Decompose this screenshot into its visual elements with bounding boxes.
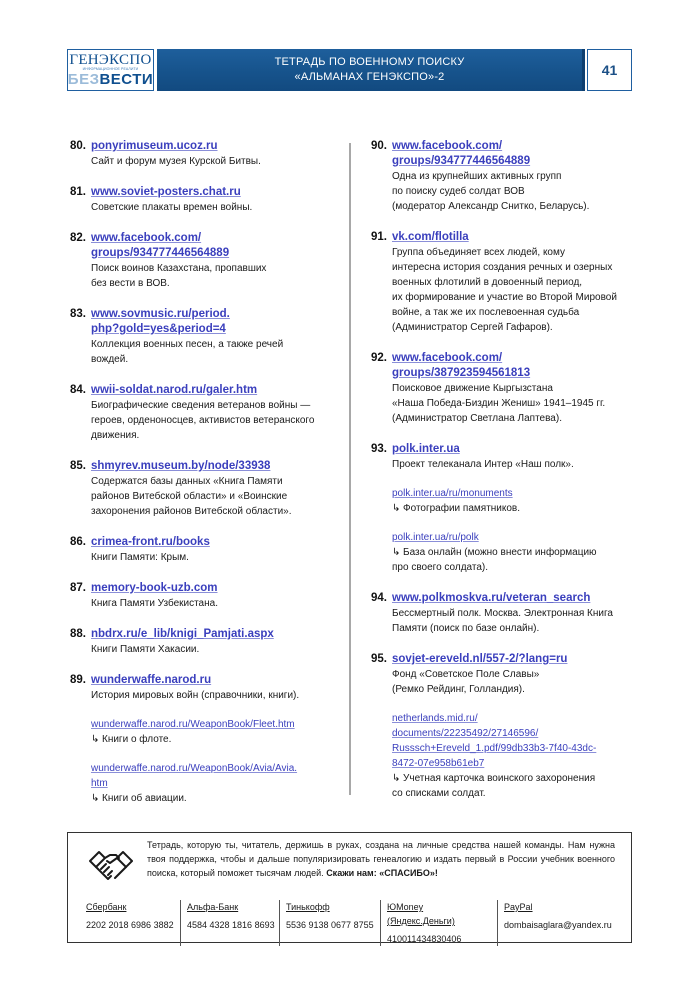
resource-entry bbox=[371, 591, 646, 636]
sub-resource-description bbox=[91, 732, 340, 747]
resource-link[interactable]: groups/387923594561813 bbox=[392, 367, 531, 379]
sub-resource-link[interactable]: htm bbox=[91, 778, 108, 789]
bank-number: 2202 2018 6986 3882 bbox=[86, 920, 174, 930]
sub-description-text: со списками солдат. bbox=[392, 788, 486, 799]
header-banner bbox=[157, 49, 582, 91]
resource-entry bbox=[70, 535, 340, 565]
resource-link[interactable]: ponyrimuseum.ucoz.ru bbox=[91, 140, 218, 152]
resource-description: войне, а так же их послевоенная судьба bbox=[392, 307, 580, 318]
entry-number: 91. bbox=[371, 231, 387, 243]
bank-number: 410011434830406 bbox=[387, 934, 462, 944]
resource-entry bbox=[70, 231, 340, 291]
resource-link[interactable]: polk.inter.ua bbox=[392, 443, 460, 455]
support-footer bbox=[67, 832, 632, 943]
logo-subtitle: ИНФОРМАЦИОННОЕ РЕАЛИТИ bbox=[82, 67, 139, 71]
entry-body bbox=[392, 591, 646, 636]
resource-link[interactable]: wunderwaffe.narod.ru bbox=[91, 674, 212, 686]
resource-description: по поиску судеб солдат ВОВ bbox=[392, 186, 525, 197]
resource-description: движения. bbox=[91, 430, 140, 441]
resource-entry bbox=[371, 351, 646, 426]
resource-link[interactable]: shmyrev.museum.by/node/33938 bbox=[91, 460, 271, 472]
entry-number: 84. bbox=[70, 384, 86, 396]
entry-number: 81. bbox=[70, 186, 86, 198]
resource-link[interactable]: www.sovmusic.ru/period. bbox=[91, 308, 230, 320]
resource-link[interactable]: www.facebook.com/ bbox=[392, 140, 503, 152]
bank-tinkoff bbox=[279, 900, 380, 946]
resource-entry bbox=[70, 139, 340, 169]
resource-description: героев, орденоносцев, активистов ветеранского bbox=[91, 415, 315, 426]
resource-link[interactable]: www.facebook.com/ bbox=[91, 232, 202, 244]
entry-body bbox=[91, 185, 340, 215]
resource-description: Поиск воинов Казахстана, пропавших bbox=[91, 263, 267, 274]
sub-resource-description bbox=[392, 786, 646, 801]
genexpo-logo bbox=[67, 49, 154, 91]
entry-number: 86. bbox=[70, 536, 86, 548]
entry-body bbox=[392, 230, 646, 335]
entry-number: 92. bbox=[371, 352, 387, 364]
entry-number: 94. bbox=[371, 592, 387, 604]
resource-entry bbox=[371, 652, 646, 801]
footer-appeal-text: Тетрадь, которую ты, читатель, держишь в руках, создана на личные средства нашей команды. Нам нужна твоя поддержка, чтобы и дальше популяризировать генеалогию и издать первый в России учебник военного поиска, который поможет тысячам людей. bbox=[147, 840, 615, 878]
resource-entry bbox=[70, 383, 340, 443]
resource-description: Бессмертный полк. Москва. Электронная Книга bbox=[392, 608, 613, 619]
resource-description: Одна из крупнейших активных групп bbox=[392, 171, 562, 182]
logo-title: ГЕНЭКСПО bbox=[69, 52, 152, 68]
sub-resource bbox=[392, 486, 646, 516]
resource-description: Памяти (поиск по базе онлайн). bbox=[392, 623, 540, 634]
sub-description-text: про своего солдата). bbox=[392, 562, 489, 573]
return-arrow-icon: ↳ bbox=[91, 793, 100, 804]
logo-bottom-faded: БЕЗ bbox=[67, 71, 100, 88]
column-divider bbox=[349, 143, 351, 795]
resource-description: История мировых войн (справочники, книги). bbox=[91, 690, 300, 701]
bank-name: ЮMoney (Яндекс.Деньги) bbox=[387, 902, 455, 926]
right-column bbox=[371, 139, 646, 817]
bank-number: 4584 4328 1816 8693 bbox=[187, 920, 275, 930]
bank-name: PayPal bbox=[504, 902, 533, 912]
sub-resource-link[interactable]: 8472-07e958b61eb7 bbox=[392, 758, 485, 769]
resource-entry bbox=[70, 673, 340, 806]
entry-body bbox=[91, 535, 340, 565]
entry-body bbox=[91, 231, 340, 291]
resource-link[interactable]: www.polkmoskva.ru/veteran_search bbox=[392, 592, 591, 604]
entry-number: 88. bbox=[70, 628, 86, 640]
resource-description: районов Витебской области» и «Воинские bbox=[91, 491, 288, 502]
bank-number: 5536 9138 0677 8755 bbox=[286, 920, 374, 930]
sub-resource-link[interactable]: netherlands.mid.ru/ bbox=[392, 713, 478, 724]
logo-bottom-bold: ВЕСТИ bbox=[99, 71, 154, 88]
bank-sberbank bbox=[86, 900, 180, 946]
entry-body bbox=[392, 351, 646, 426]
entry-body bbox=[392, 652, 646, 801]
return-arrow-icon: ↳ bbox=[91, 734, 100, 745]
entry-number: 85. bbox=[70, 460, 86, 472]
resource-description: их формирование и участие во Второй Мировой bbox=[392, 292, 617, 303]
resource-description: (Администратор Сергей Гафаров). bbox=[392, 322, 553, 333]
logo-bottom bbox=[68, 72, 153, 87]
sub-resource-description bbox=[392, 771, 646, 786]
entry-number: 87. bbox=[70, 582, 86, 594]
resource-description: Содержатся базы данных «Книга Памяти bbox=[91, 476, 283, 487]
resource-description: Книги Памяти Хакасии. bbox=[91, 644, 200, 655]
sub-resource bbox=[91, 761, 340, 806]
resource-entry bbox=[371, 139, 646, 214]
header-title-line1: ТЕТРАДЬ ПО ВОЕННОМУ ПОИСКУ bbox=[274, 56, 465, 68]
resource-description: Коллекция военных песен, а также речей bbox=[91, 339, 284, 350]
sub-description-text: Учетная карточка воинского захоронения bbox=[403, 773, 596, 784]
bank-yoomoney bbox=[380, 900, 497, 946]
resource-entry bbox=[70, 581, 340, 611]
resource-description: Биографические сведения ветеранов войны — bbox=[91, 400, 311, 411]
entry-number: 82. bbox=[70, 232, 86, 244]
entry-number: 80. bbox=[70, 140, 86, 152]
page-number: 41 bbox=[587, 49, 632, 91]
sub-description-text: База онлайн (можно внести информацию bbox=[403, 547, 597, 558]
bank-number: dombaisaglara@yandex.ru bbox=[504, 920, 612, 930]
sub-description-text: Книги о флоте. bbox=[102, 734, 172, 745]
resource-description: Фонд «Советское Поле Славы» bbox=[392, 669, 540, 680]
resource-link[interactable]: sovjet-ereveld.nl/557-2/?lang=ru bbox=[392, 653, 568, 665]
entry-number: 83. bbox=[70, 308, 86, 320]
entry-body bbox=[91, 581, 340, 611]
handshake-icon bbox=[88, 844, 134, 884]
sub-resource-link[interactable]: wunderwaffe.narod.ru/WeaponBook/Avia/Avia. bbox=[91, 763, 298, 774]
sub-resource-description bbox=[392, 545, 646, 560]
entry-body bbox=[392, 139, 646, 214]
entry-body bbox=[91, 307, 340, 367]
resource-description: без вести в ВОВ. bbox=[91, 278, 170, 289]
resource-description: Поисковое движение Кыргызстана bbox=[392, 383, 553, 394]
return-arrow-icon: ↳ bbox=[392, 503, 401, 514]
resource-description: (Ремко Рейдинг, Голландия). bbox=[392, 684, 525, 695]
bank-alfa bbox=[180, 900, 279, 946]
resource-link[interactable]: memory-book-uzb.com bbox=[91, 582, 218, 594]
left-column bbox=[70, 139, 340, 822]
sub-resource bbox=[91, 717, 340, 747]
resource-entry bbox=[70, 459, 340, 519]
resource-description: интересна история создания речных и озерных bbox=[392, 262, 613, 273]
resource-link[interactable]: www.facebook.com/ bbox=[392, 352, 503, 364]
bank-paypal bbox=[497, 900, 628, 946]
resource-link[interactable]: nbdrx.ru/e_lib/knigi_Pamjati.aspx bbox=[91, 628, 274, 640]
payment-methods bbox=[86, 900, 628, 946]
sub-description-text: Книги об авиации. bbox=[102, 793, 187, 804]
sub-resource bbox=[392, 711, 646, 801]
entry-body bbox=[91, 383, 340, 443]
resource-link[interactable]: wwii-soldat.narod.ru/galer.htm bbox=[91, 384, 258, 396]
bank-name: Сбербанк bbox=[86, 902, 127, 912]
resource-description: Сайт и форум музея Курской Битвы. bbox=[91, 156, 261, 167]
sub-description-text: Фотографии памятников. bbox=[403, 503, 521, 514]
resource-description: Группа объединяет всех людей, кому bbox=[392, 247, 565, 258]
resource-description: Советские плакаты времен войны. bbox=[91, 202, 253, 213]
resource-link[interactable]: groups/934777446564889 bbox=[91, 247, 230, 259]
sub-resource-link[interactable]: wunderwaffe.narod.ru/WeaponBook/Fleet.htm bbox=[91, 719, 295, 730]
resource-description: Проект телеканала Интер «Наш полк». bbox=[392, 459, 574, 470]
resource-entry bbox=[70, 627, 340, 657]
sub-resource-description bbox=[91, 791, 340, 806]
sub-resource-link[interactable]: Russsch+Ereveld_1.pdf/99db33b3-7f40-43dc- bbox=[392, 743, 597, 754]
resource-description: военных флотилий в довоенный период, bbox=[392, 277, 583, 288]
entry-body bbox=[91, 459, 340, 519]
footer-appeal-bold: Скажи нам: «СПАСИБО»! bbox=[326, 868, 438, 878]
sub-resource-link[interactable]: polk.inter.ua/ru/polk bbox=[392, 532, 479, 543]
resource-link[interactable]: groups/934777446564889 bbox=[392, 155, 531, 167]
resource-entry bbox=[70, 307, 340, 367]
sub-resource-link[interactable]: polk.inter.ua/ru/monuments bbox=[392, 488, 513, 499]
bank-name: Альфа-Банк bbox=[187, 902, 239, 912]
resource-description: (модератор Александр Снитко, Беларусь). bbox=[392, 201, 590, 212]
resource-link[interactable]: vk.com/flotilla bbox=[392, 231, 469, 243]
entry-number: 89. bbox=[70, 674, 86, 686]
footer-appeal bbox=[147, 838, 615, 880]
entry-body bbox=[91, 139, 340, 169]
resource-description: Книги Памяти: Крым. bbox=[91, 552, 189, 563]
resource-link[interactable]: php?gold=yes&period=4 bbox=[91, 323, 226, 335]
resource-link[interactable]: www.soviet-posters.chat.ru bbox=[91, 186, 241, 198]
sub-resource-link[interactable]: documents/22235492/27146596/ bbox=[392, 728, 539, 739]
header-title-line2: «АЛЬМАНАХ ГЕНЭКСПО»-2 bbox=[294, 71, 445, 83]
resource-description: Книга Памяти Узбекистана. bbox=[91, 598, 218, 609]
resource-description: захоронения районов Витебской области». bbox=[91, 506, 292, 517]
page-header bbox=[67, 49, 632, 91]
entry-number: 90. bbox=[371, 140, 387, 152]
resource-entry bbox=[371, 230, 646, 335]
bank-name: Тинькофф bbox=[286, 902, 330, 912]
entry-number: 95. bbox=[371, 653, 387, 665]
sub-resource bbox=[392, 530, 646, 575]
resource-link[interactable]: crimea-front.ru/books bbox=[91, 536, 210, 548]
sub-resource-description bbox=[392, 501, 646, 516]
entry-body bbox=[91, 627, 340, 657]
resource-description: вождей. bbox=[91, 354, 129, 365]
return-arrow-icon: ↳ bbox=[392, 547, 401, 558]
banner-separator bbox=[582, 49, 585, 91]
resource-entry bbox=[371, 442, 646, 575]
resource-description: «Наша Победа-Биздин Жениш» 1941–1945 гг. bbox=[392, 398, 606, 409]
entry-body bbox=[91, 673, 340, 806]
sub-resource-description bbox=[392, 560, 646, 575]
entry-body bbox=[392, 442, 646, 575]
entry-number: 93. bbox=[371, 443, 387, 455]
resource-entry bbox=[70, 185, 340, 215]
return-arrow-icon: ↳ bbox=[392, 773, 401, 784]
resource-description: (Администратор Светлана Лаптева). bbox=[392, 413, 562, 424]
